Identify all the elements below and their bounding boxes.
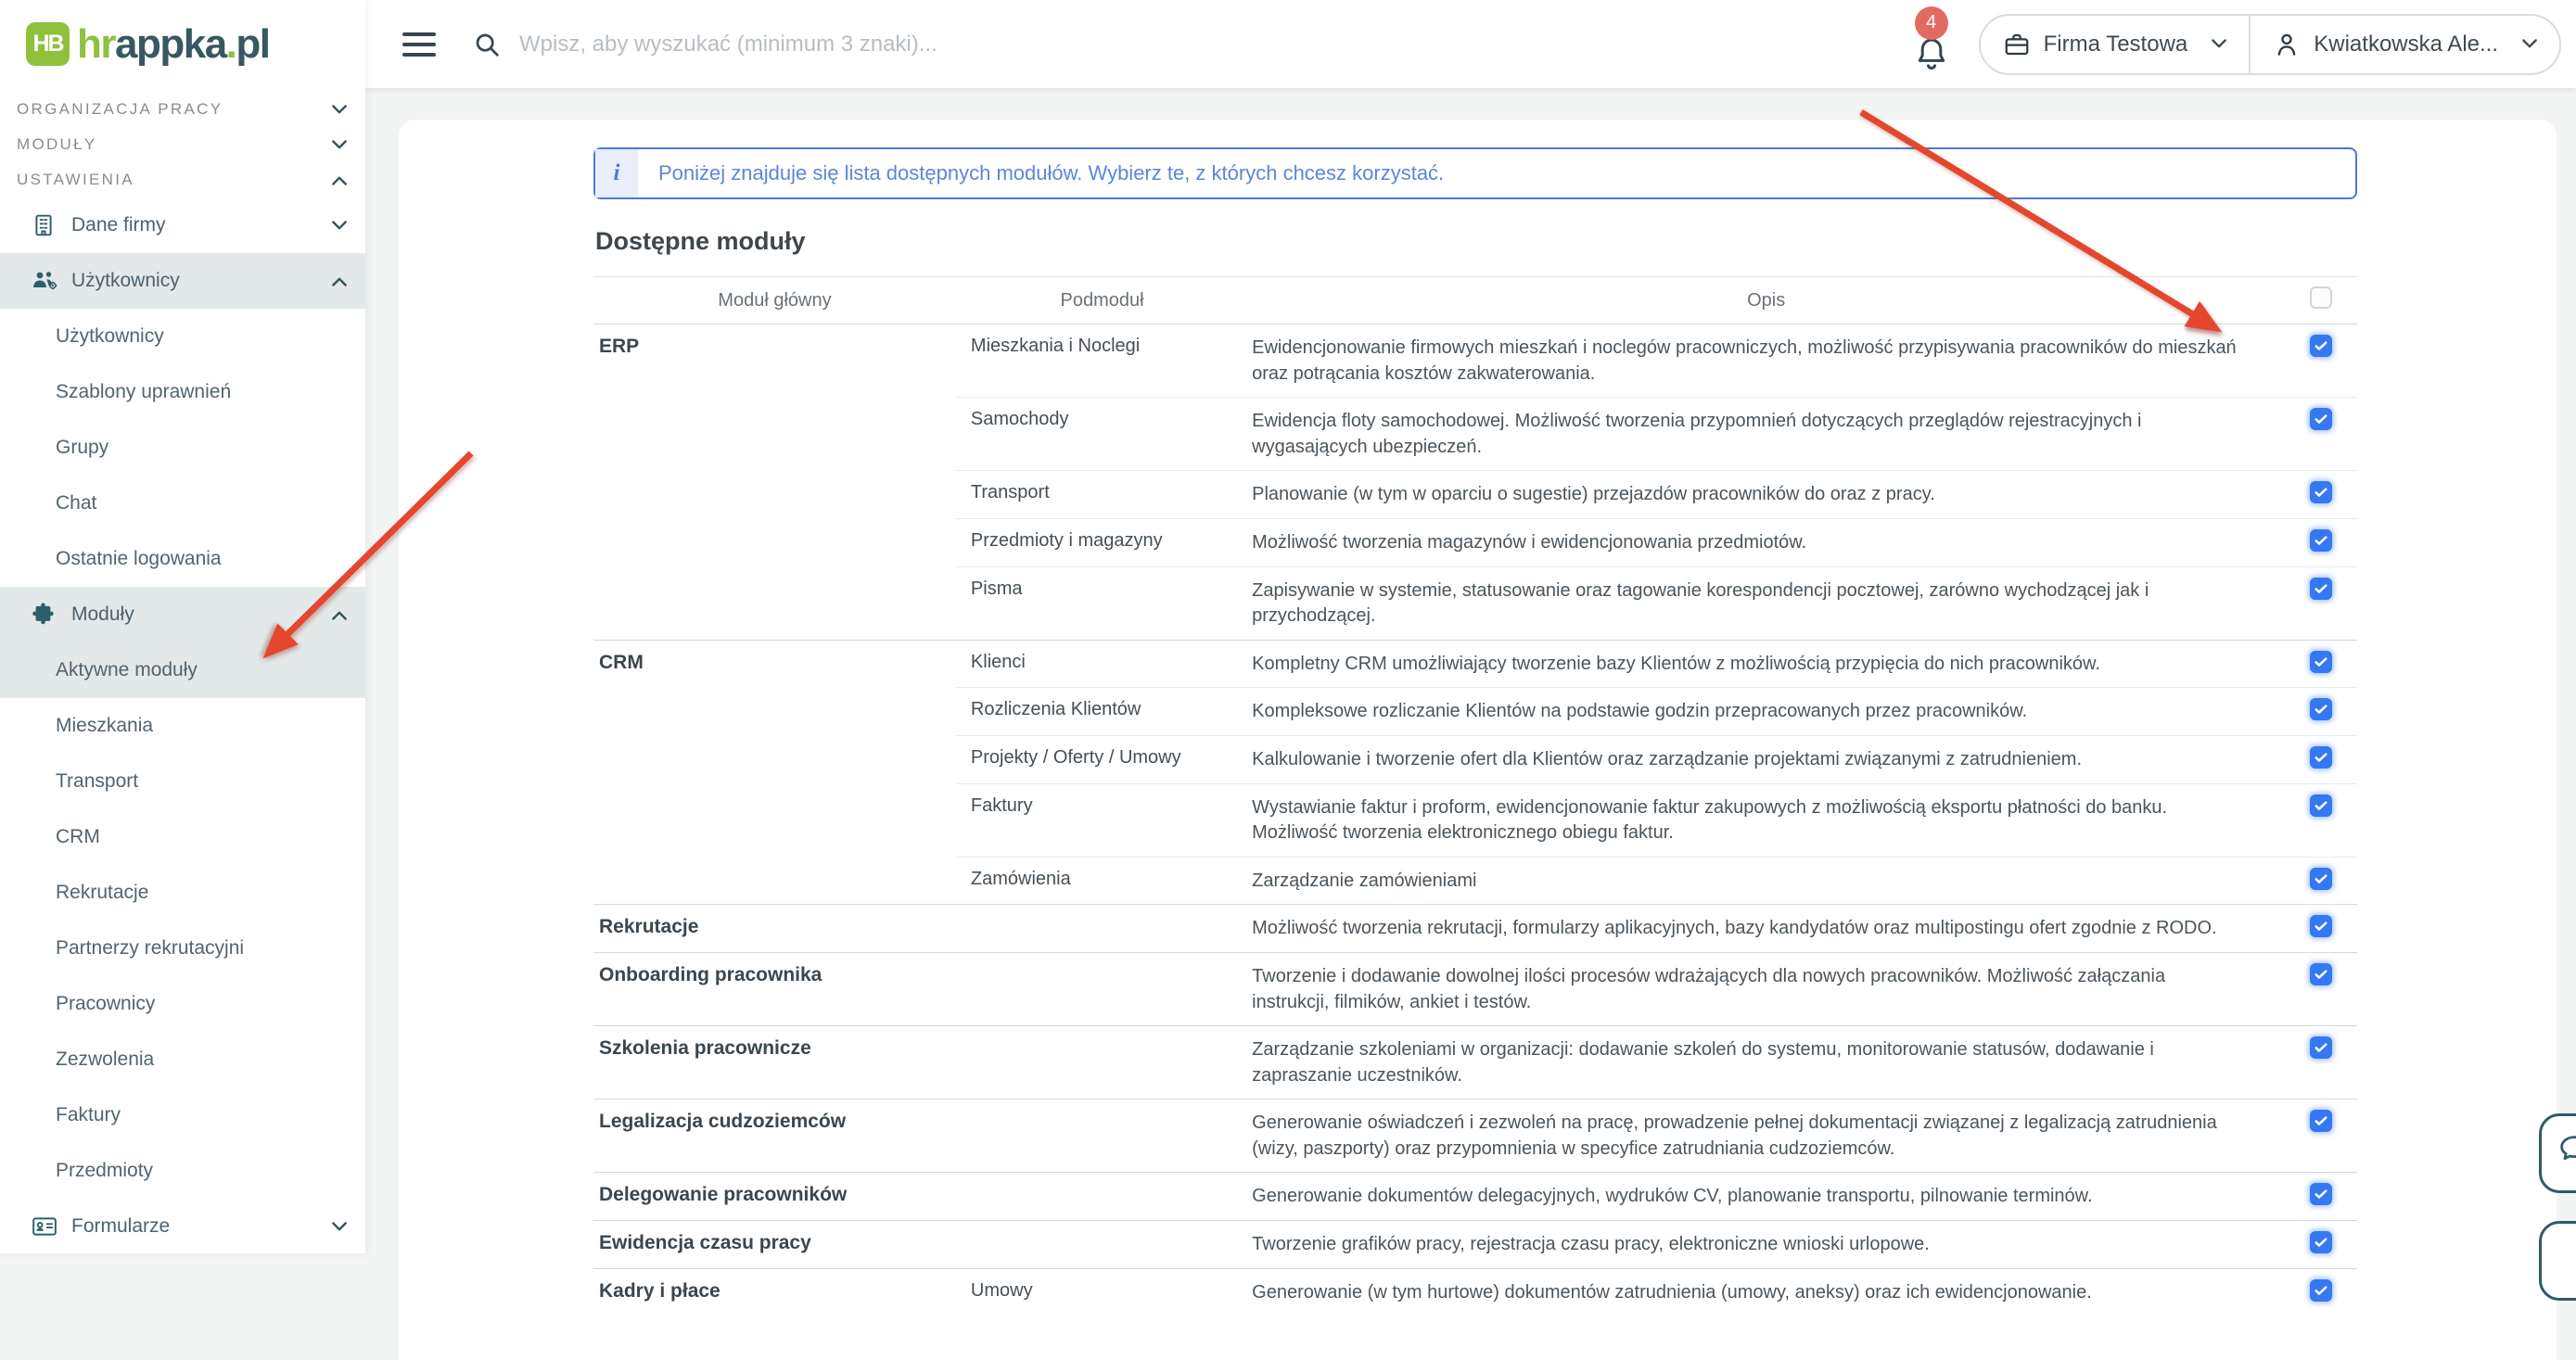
sidebar-item-label: Użytkownicy xyxy=(56,325,164,347)
module-checkbox[interactable] xyxy=(2310,746,2332,769)
module-description: Zarządzanie szkoleniami w organizacji: dodawanie szkoleń do systemu, monitorowanie statusów, dodawanie i zapraszanie uczestników. xyxy=(1248,1026,2284,1099)
select-all-checkbox[interactable] xyxy=(2310,286,2332,309)
table-row xyxy=(593,1268,2357,1316)
module-name: Rekrutacje xyxy=(593,905,956,953)
chevron-down-icon xyxy=(2212,39,2226,49)
module-description: Generowanie dokumentów delegacyjnych, wydruków CV, planowanie transportu, pilnowanie terminów. xyxy=(1248,1173,2284,1221)
page-title: Dostępne moduły xyxy=(595,227,806,255)
submodule-name: Transport xyxy=(956,471,1248,519)
module-description: Możliwość tworzenia magazynów i ewidencjonowania przedmiotów. xyxy=(1248,518,2284,566)
submodule-name: Mieszkania i Noclegi xyxy=(970,336,1141,356)
sidebar-item-label: Mieszkania xyxy=(56,715,154,736)
module-name: CRM xyxy=(593,640,956,905)
sidebar-item-label: Moduły xyxy=(71,604,134,625)
info-banner xyxy=(593,147,2357,199)
module-description: Generowanie (w tym hurtowe) dokumentów zatrudnienia (umowy, aneksy) oraz ich ewidencjonowanie. xyxy=(1248,1268,2284,1316)
chat-widget-button[interactable] xyxy=(2539,1113,2576,1193)
module-description: Kompleksowe rozliczanie Klientów na podstawie godzin przepracowanych przez pracowników. xyxy=(1248,688,2284,736)
sidebar-item-label: Aktywne moduły xyxy=(56,659,198,680)
sidebar-item-label: Dane firmy xyxy=(71,214,166,235)
sidebar-section-moduly[interactable] xyxy=(0,127,365,162)
notifications-badge: 4 xyxy=(1915,6,1948,40)
sidebar-item-grupy[interactable] xyxy=(0,420,365,476)
chevron-up-icon xyxy=(332,175,347,185)
submodule-name: Klienci xyxy=(956,640,1248,688)
col-header-podmodul: Podmoduł xyxy=(956,277,1248,324)
submodule-name: Zamówienia xyxy=(956,857,1248,905)
sidebar-item-crm[interactable] xyxy=(0,809,365,865)
module-description: Zarządzanie zamówieniami xyxy=(1248,857,2284,905)
sidebar-item-label: Transport xyxy=(56,770,139,792)
sidebar-item-label: Grupy xyxy=(56,437,109,458)
users-icon xyxy=(32,270,59,292)
user-name: Kwiatkowska Ale... xyxy=(2314,31,2498,57)
logo-text: hrappka.pl xyxy=(77,20,270,67)
module-name: ERP xyxy=(599,336,640,357)
submodule-name xyxy=(956,905,1248,953)
module-name: Legalizacja cudzoziemców xyxy=(593,1099,956,1173)
sidebar-nav xyxy=(0,88,365,1254)
module-description: Generowanie oświadczeń i zezwoleń na pracę, prowadzenie pełnej dokumentacji związanej z legalizacją zatrudnienia (wizy, paszporty) oraz przypomnienia w specyfice zatrudniania cudzoziemców. xyxy=(1248,1099,2284,1173)
module-checkbox[interactable] xyxy=(2310,335,2332,357)
company-name: Firma Testowa xyxy=(2043,31,2188,57)
submodule-name: Samochody xyxy=(956,398,1248,471)
chevron-down-icon xyxy=(332,221,347,231)
section-label: ORGANIZACJA PRACY xyxy=(17,100,223,118)
topbar xyxy=(365,0,2576,88)
module-checkbox[interactable] xyxy=(2310,698,2332,720)
search-icon xyxy=(473,31,501,58)
module-checkbox[interactable] xyxy=(2310,651,2332,673)
module-checkbox[interactable] xyxy=(2310,868,2332,890)
table-row xyxy=(593,1173,2357,1221)
module-name: Onboarding pracownika xyxy=(593,952,956,1025)
sidebar-item-szablony-uprawnie[interactable] xyxy=(0,364,365,420)
notifications-button[interactable] xyxy=(1910,5,1953,84)
sidebar xyxy=(0,0,365,1253)
chat-bubbles-icon xyxy=(2557,1133,2576,1175)
module-name: Delegowanie pracowników xyxy=(593,1173,956,1221)
sidebar-item-label: Użytkownicy xyxy=(71,270,180,291)
search-input[interactable] xyxy=(517,31,1426,58)
section-label: MODUŁY xyxy=(17,135,97,153)
building-icon xyxy=(32,213,59,237)
module-checkbox[interactable] xyxy=(2310,1036,2332,1059)
sidebar-item-label: Ostatnie logowania xyxy=(56,548,222,569)
module-checkbox[interactable] xyxy=(2310,408,2332,430)
sidebar-item-zezwolenia[interactable] xyxy=(0,1032,365,1087)
table-row xyxy=(593,1221,2357,1269)
sidebar-item-aktywne-modu-y[interactable] xyxy=(0,642,365,698)
submodule-name xyxy=(956,1026,1248,1099)
modules-table xyxy=(593,276,2357,1316)
submodule-name: Faktury xyxy=(956,783,1248,857)
sidebar-item-faktury[interactable] xyxy=(0,1087,365,1143)
submodule-name: Projekty / Oferty / Umowy xyxy=(956,735,1248,783)
bell-icon xyxy=(1914,35,1949,79)
chevron-up-icon xyxy=(332,276,347,286)
sidebar-item-rekrutacje[interactable] xyxy=(0,865,365,921)
idcard-icon xyxy=(32,1215,59,1238)
module-checkbox[interactable] xyxy=(2310,794,2332,817)
info-icon: i xyxy=(595,149,638,197)
sidebar-item-label: Zezwolenia xyxy=(56,1049,155,1070)
content-card xyxy=(399,120,2557,1360)
sidebar-item-formularze[interactable] xyxy=(0,1199,365,1254)
user-menu[interactable] xyxy=(2251,16,2559,73)
sidebar-item-partnerzy-rekrutacyjni[interactable] xyxy=(0,921,365,976)
chevron-up-icon xyxy=(332,610,347,620)
chevron-down-icon xyxy=(332,140,347,150)
chevron-down-icon xyxy=(2522,39,2537,49)
module-checkbox[interactable] xyxy=(2310,529,2332,552)
sidebar-section-ustawienia[interactable] xyxy=(0,162,365,197)
col-header-modul-glowny: Moduł główny xyxy=(593,277,956,324)
module-description: Kalkulowanie i tworzenie ofert dla Klientów oraz zarządzanie projektami związanymi z zatrudnieniem. xyxy=(1248,735,2284,783)
table-row xyxy=(593,952,2357,1025)
table-row xyxy=(593,1026,2357,1099)
sidebar-item-label: Faktury xyxy=(56,1104,121,1125)
submodule-name: Umowy xyxy=(956,1268,1248,1316)
submodule-name xyxy=(956,1173,1248,1221)
module-description: Tworzenie i dodawanie dowolnej ilości procesów wdrażających dla nowych pracowników. Możliwość załączania instrukcji, filmików, ankiet i testów. xyxy=(1248,952,2284,1025)
company-selector[interactable] xyxy=(1981,16,2250,73)
sidebar-item-label: Rekrutacje xyxy=(56,882,149,903)
sidebar-item-label: Partnerzy rekrutacyjni xyxy=(56,937,245,959)
module-checkbox[interactable] xyxy=(2310,481,2332,503)
chevron-down-icon xyxy=(332,1222,347,1232)
module-checkbox[interactable] xyxy=(2310,1183,2332,1205)
menu-toggle-button[interactable] xyxy=(402,32,436,57)
module-description: Planowanie (w tym w oparciu o sugestie) przejazdów pracowników do oraz z pracy. xyxy=(1248,471,2284,519)
table-row xyxy=(593,905,2357,953)
module-checkbox[interactable] xyxy=(2310,1231,2332,1253)
submodule-name: Pisma xyxy=(956,566,1248,640)
table-row xyxy=(593,1099,2357,1173)
submodule-name xyxy=(956,1221,1248,1269)
sidebar-item-transport[interactable] xyxy=(0,754,365,809)
hrappka-logo-icon: HB xyxy=(26,22,70,66)
briefcase-icon xyxy=(2003,31,2031,58)
module-description: Ewidencja floty samochodowej. Możliwość tworzenia przypomnień dotyczących przeglądów rejestracyjnych i wygasających ubezpieczeń. xyxy=(1248,398,2284,471)
sidebar-item-label: Formularze xyxy=(71,1215,171,1237)
module-description: Tworzenie grafików pracy, rejestracja czasu pracy, elektroniczne wnioski urlopowe. xyxy=(1248,1221,2284,1269)
module-checkbox[interactable] xyxy=(2310,1110,2332,1132)
submodule-name: Przedmioty i magazyny xyxy=(956,518,1248,566)
info-banner-text: Poniżej znajduje się lista dostępnych modułów. Wybierz te, z których chcesz korzystać. xyxy=(658,161,1445,184)
sidebar-item-label: CRM xyxy=(56,826,100,847)
sidebar-item-label: Chat xyxy=(56,492,97,514)
sidebar-item-label: Przedmioty xyxy=(56,1160,154,1181)
sidebar-menu xyxy=(0,197,365,1254)
global-search xyxy=(473,31,1910,58)
sidebar-section-organizacja-pracy[interactable] xyxy=(0,92,365,127)
table-row xyxy=(593,640,2357,688)
col-header-opis: Opis xyxy=(1248,277,2284,324)
sidebar-item-mieszkania[interactable] xyxy=(0,698,365,754)
sidebar-item-modu-y[interactable] xyxy=(0,587,365,642)
module-name: Kadry i płace xyxy=(593,1268,956,1316)
sidebar-item-label: Pracownicy xyxy=(56,993,156,1014)
puzzle-icon xyxy=(32,603,59,627)
module-name: Ewidencja czasu pracy xyxy=(593,1221,956,1269)
context-switcher xyxy=(1979,14,2561,75)
sidebar-item-u-ytkownicy[interactable] xyxy=(0,309,365,364)
submodule-name xyxy=(956,952,1248,1025)
module-checkbox[interactable] xyxy=(2310,915,2332,937)
module-checkbox[interactable] xyxy=(2310,963,2332,985)
module-name: Szkolenia pracownicze xyxy=(593,1026,956,1099)
table-row xyxy=(593,324,2357,398)
module-description: Kompletny CRM umożliwiający tworzenie bazy Klientów z możliwością przypięcia do nich pracowników. xyxy=(1248,640,2284,688)
module-checkbox[interactable] xyxy=(2310,578,2332,600)
module-description: Wystawianie faktur i proform, ewidencjonowanie faktur zakupowych z możliwością eksportu płatności do banku. Możliwość tworzenia elektronicznego obiegu faktur. xyxy=(1248,783,2284,857)
sidebar-item-przedmioty[interactable] xyxy=(0,1143,365,1199)
sidebar-item-label: Szablony uprawnień xyxy=(56,381,232,402)
section-label: USTAWIENIA xyxy=(17,171,134,188)
submodule-name: Rozliczenia Klientów xyxy=(956,688,1248,736)
sidebar-item-ostatnie-logowania[interactable] xyxy=(0,531,365,587)
app-logo[interactable] xyxy=(0,0,365,88)
module-description: Możliwość tworzenia rekrutacji, formularzy aplikacyjnych, bazy kandydatów oraz multipostingu ofert zgodnie z RODO. xyxy=(1248,905,2284,953)
sidebar-item-u-ytkownicy[interactable] xyxy=(0,253,365,309)
module-description: Ewidencjonowanie firmowych mieszkań i noclegów pracowniczych, możliwość przypisywania pracowników do mieszkań oraz potrącania kosztów zakwaterowania. xyxy=(1252,337,2237,384)
user-icon xyxy=(2273,31,2301,58)
sidebar-item-dane-firmy[interactable] xyxy=(0,197,365,253)
main-content xyxy=(365,88,2576,1360)
chat-widget-button-secondary[interactable] xyxy=(2539,1221,2576,1301)
module-description: Zapisywanie w systemie, statusowanie oraz tagowanie korespondencji pocztowej, zarówno wychodzącej jak i przychodzącej. xyxy=(1248,566,2284,640)
chevron-down-icon xyxy=(332,105,347,115)
modules-table-body xyxy=(593,324,2357,1316)
module-checkbox[interactable] xyxy=(2310,1279,2332,1302)
submodule-name xyxy=(956,1099,1248,1173)
sidebar-item-pracownicy[interactable] xyxy=(0,976,365,1032)
sidebar-item-chat[interactable] xyxy=(0,476,365,531)
